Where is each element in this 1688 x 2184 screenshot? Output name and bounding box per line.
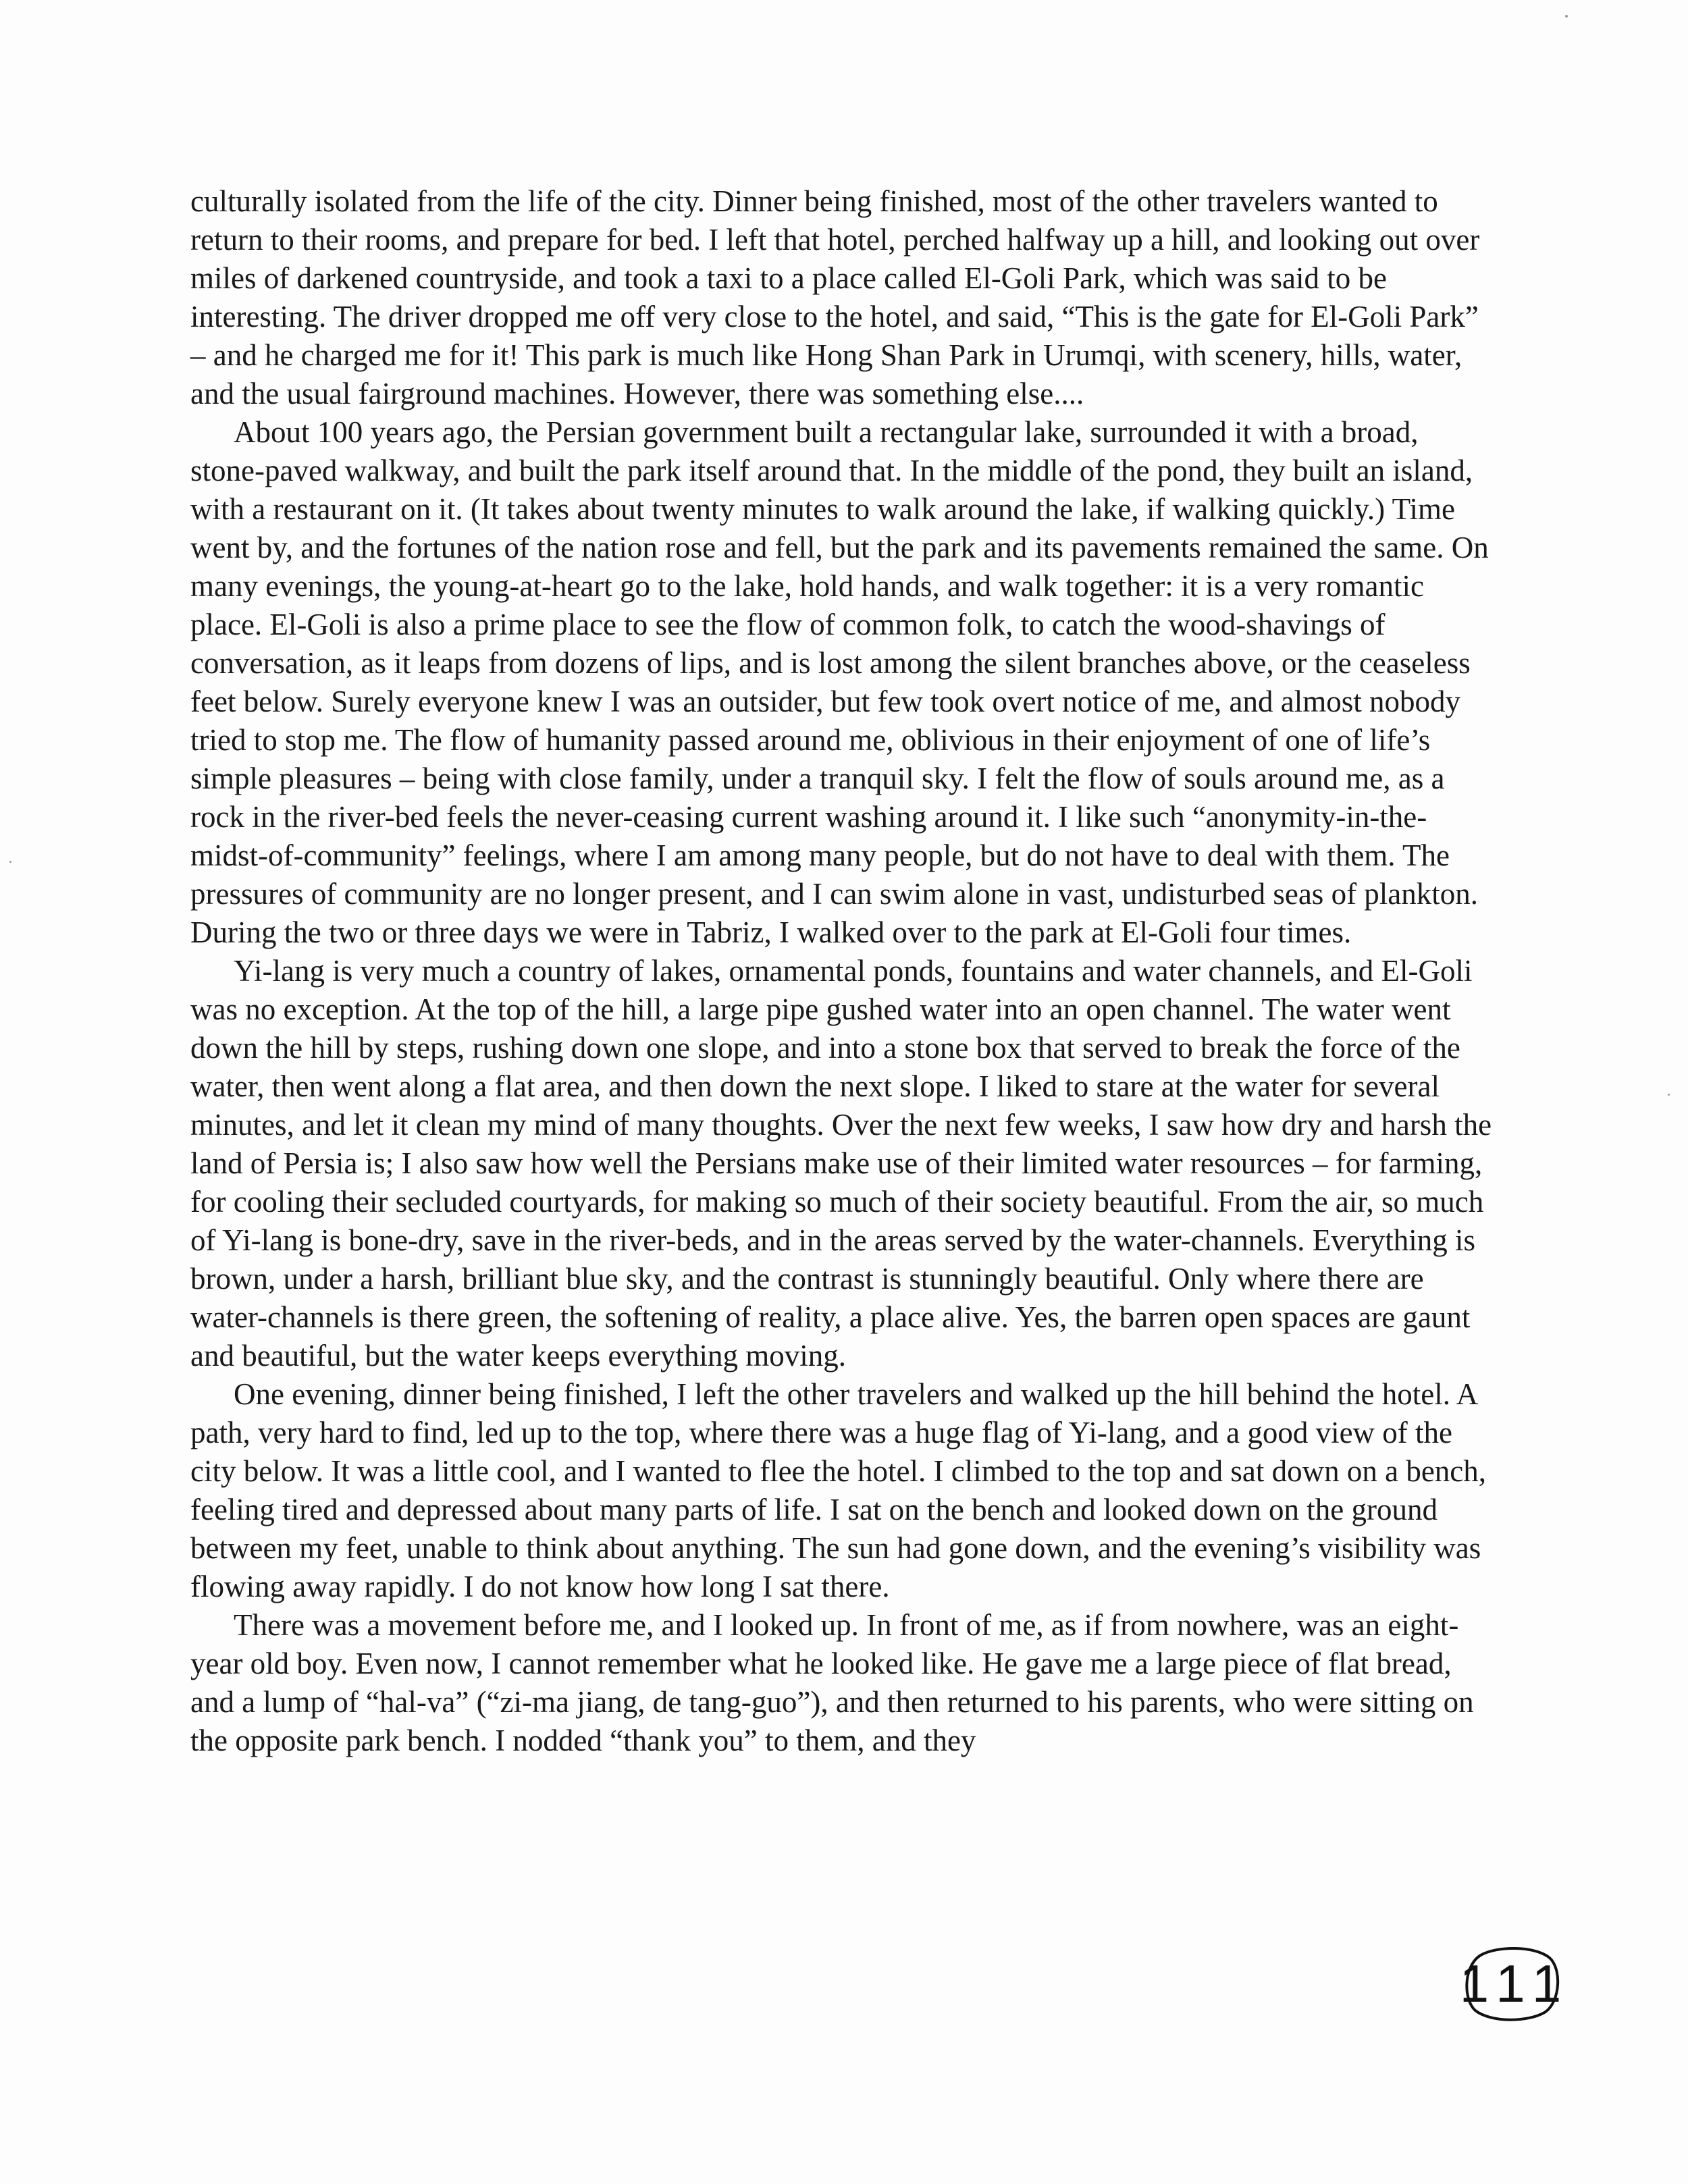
paragraph: There was a movement before me, and I looked up. In front of me, as if from nowhere, was an eight-year old boy. Even now, I cannot remember what he looked like. He gave me a large piece of flat bread, and a lump of “hal-va” (“zi-ma jiang, de tang-guo”), and then returned to his parents, who were sitting on the opposite park bench. I nodded “thank you” to them, and they: [190, 1608, 1474, 1757]
paragraph: One evening, dinner being finished, I left the other travelers and walked up the hill behind the hotel. A path, very hard to find, led up to the top, where there was a huge flag of Yi-lang, and a good view of the city below. It was a little cool, and I wanted to flee the hotel. I climbed to the top and sat down on a bench, feeling tired and depressed about many parts of life. I sat on the bench and looked down on the ground between my feet, unable to think about anything. The sun had gone down, and the evening’s visibility was flowing away rapidly. I do not know how long I sat there.: [190, 1377, 1487, 1603]
page-number-label: 111: [1459, 1953, 1573, 2013]
scan-speck: [9, 861, 11, 863]
paragraph: Yi-lang is very much a country of lakes, ornamental ponds, fountains and water channels, and El-Goli was no exception. At the top of the hill, a large pipe gushed water into an open channel. The water went down the hill by steps, rushing down one slope, and into a stone box that served to break the force of the water, then went along a flat area, and then down the next slope. I liked to stare at the water for several minutes, and let it clean my mind of many thoughts. Over the next few weeks, I saw how dry and harsh the land of Persia is; I also saw how well the Persians make use of their limited water resources – for farming, for cooling their secluded courtyards, for making so much of their society beautiful. From the air, so much of Yi-lang is bone-dry, save in the river-beds, and in the areas served by the water-channels. Everything is brown, under a harsh, brilliant blue sky, and the contrast is stunningly beautiful. Only where there are water-channels is there green, the softening of reality, a place alive. Yes, the barren open spaces are gaunt and beautiful, but the water keeps everything moving.: [190, 954, 1492, 1373]
scan-speck: [1668, 1094, 1670, 1096]
body-text: [190, 182, 1494, 1760]
paragraph: culturally isolated from the life of the city. Dinner being finished, most of the other travelers wanted to return to their rooms, and prepare for bed. I left that hotel, perched halfway up a hill, and looking out over miles of darkened countryside, and took a taxi to a place called El-Goli Park, which was said to be interesting. The driver dropped me off very close to the hotel, and said, “This is the gate for El-Goli Park” – and he charged me for it! This park is much like Hong Shan Park in Urumqi, with scenery, hills, water, and the usual fairground machines. However, there was something else....: [190, 184, 1480, 410]
page-number: [1459, 1943, 1573, 2024]
scan-speck: [1565, 15, 1568, 18]
paragraph: About 100 years ago, the Persian government built a rectangular lake, surrounded it with a broad, stone-paved walkway, and built the park itself around that. In the middle of the pond, they built an island, with a restaurant on it. (It takes about twenty minutes to walk around the lake, if walking quickly.) Time went by, and the fortunes of the nation rose and fell, but the park and its pavements remained the same. On many evenings, the young-at-heart go to the lake, hold hands, and walk together: it is a very romantic place. El-Goli is also a prime place to see the flow of common folk, to catch the wood-shavings of conversation, as it leaps from dozens of lips, and is lost among the silent branches above, or the ceaseless feet below. Surely everyone knew I was an outsider, but few took overt notice of me, and almost nobody tried to stop me. The flow of humanity passed around me, oblivious in their enjoyment of one of life’s simple pleasures – being with close family, under a tranquil sky. I felt the flow of souls around me, as a rock in the river-bed feels the never-ceasing current washing around it. I like such “anonymity-in-the-midst-of-community” feelings, where I am among many people, but do not have to deal with them. The pressures of community are no longer present, and I can swim alone in vast, undisturbed seas of plankton. During the two or three days we were in Tabriz, I walked over to the park at El-Goli four times.: [190, 415, 1489, 949]
